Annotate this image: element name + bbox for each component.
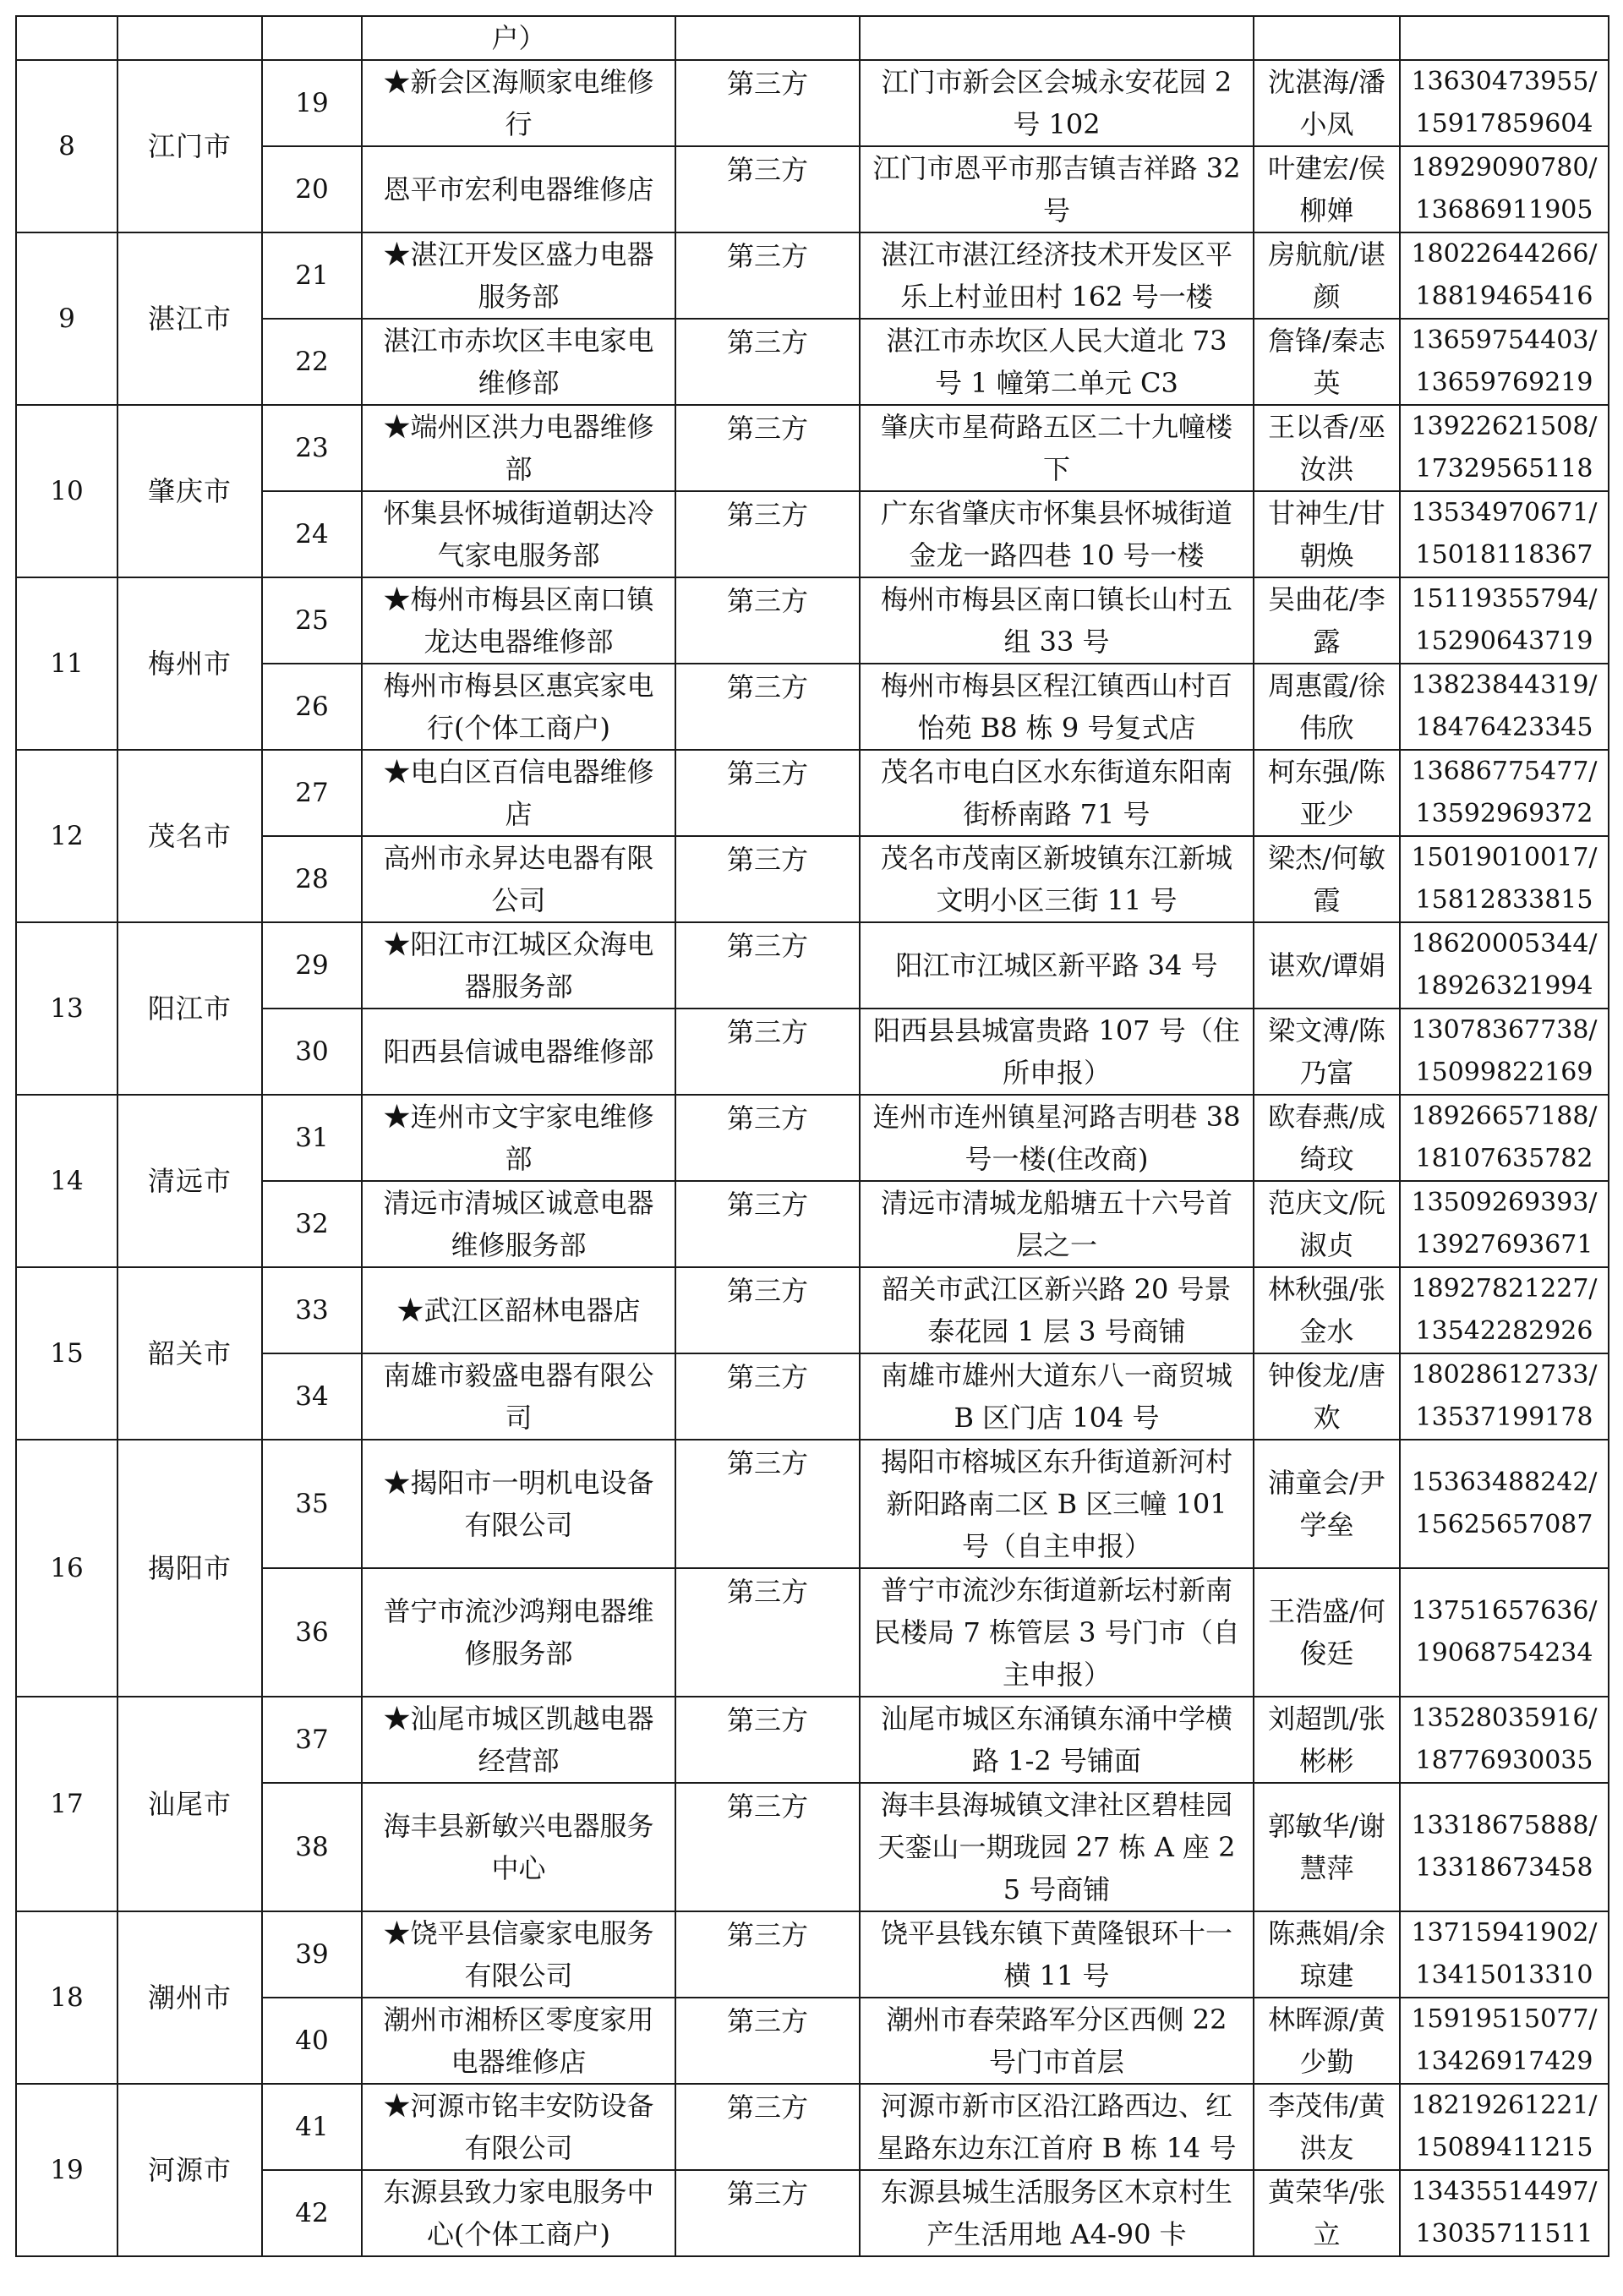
- phones-cell: 18929090780/13686911905: [1400, 146, 1609, 232]
- table-row: [16, 1095, 1609, 1181]
- address-cell: 东源县城生活服务区木京村生产生活用地 A4-90 卡: [860, 2170, 1254, 2256]
- phones-cell: 13922621508/17329565118: [1400, 405, 1609, 491]
- phones-cell: 15019010017/15812833815: [1400, 836, 1609, 922]
- sequence-cell: 39: [262, 1911, 362, 1998]
- provider-name-cell: 南雄市毅盛电器有限公司: [362, 1353, 675, 1440]
- provider-name-cell: ★连州市文宇家电维修部: [362, 1095, 675, 1181]
- sequence-cell: 20: [262, 146, 362, 232]
- address-cell: 肇庆市星荷路五区二十九幢楼下: [860, 405, 1254, 491]
- contacts-cell: 浦童会/尹学垒: [1254, 1440, 1400, 1568]
- contacts-cell: 柯东强/陈亚少: [1254, 750, 1400, 836]
- phones-cell: 13715941902/13415013310: [1400, 1911, 1609, 1998]
- contacts-cell: 房航航/谌颜: [1254, 232, 1400, 319]
- provider-type-cell: 第三方: [675, 577, 860, 664]
- city-name-cell: 河源市: [117, 2084, 262, 2256]
- contacts-cell: 叶建宏/侯柳婵: [1254, 146, 1400, 232]
- sequence-cell: 21: [262, 232, 362, 319]
- phones-cell: 15119355794/15290643719: [1400, 577, 1609, 664]
- city-name-cell: 肇庆市: [117, 405, 262, 577]
- provider-name-cell: ★揭阳市一明机电设备有限公司: [362, 1440, 675, 1568]
- provider-name-cell: ★电白区百信电器维修店: [362, 750, 675, 836]
- address-cell: 阳江市江城区新平路 34 号: [860, 922, 1254, 1009]
- address-cell: 江门市新会区会城永安花园 2 号 102: [860, 60, 1254, 146]
- sequence-cell: 35: [262, 1440, 362, 1568]
- table-row: [16, 1697, 1609, 1783]
- sequence-cell: 27: [262, 750, 362, 836]
- city-name-cell: 阳江市: [117, 922, 262, 1095]
- phones-cell: 13435514497/13035711511: [1400, 2170, 1609, 2256]
- provider-type-cell: 第三方: [675, 664, 860, 750]
- sequence-cell: 29: [262, 922, 362, 1009]
- fragment-seq-cell: [262, 16, 362, 60]
- address-cell: 江门市恩平市那吉镇吉祥路 32 号: [860, 146, 1254, 232]
- provider-type-cell: 第三方: [675, 1697, 860, 1783]
- region-number-cell: 18: [16, 1911, 117, 2084]
- city-name-cell: 韶关市: [117, 1267, 262, 1440]
- fragment-city-cell: [117, 16, 262, 60]
- city-name-cell: 揭阳市: [117, 1440, 262, 1697]
- region-number-cell: 9: [16, 232, 117, 405]
- city-name-cell: 汕尾市: [117, 1697, 262, 1911]
- contacts-cell: 王以香/巫汝洪: [1254, 405, 1400, 491]
- contacts-cell: 周惠霞/徐伟欣: [1254, 664, 1400, 750]
- phones-cell: 15363488242/15625657087: [1400, 1440, 1609, 1568]
- phones-cell: 18022644266/18819465416: [1400, 232, 1609, 319]
- phones-cell: 18219261221/15089411215: [1400, 2084, 1609, 2170]
- table-row-fragment: [16, 16, 1609, 60]
- address-cell: 阳西县县城富贵路 107 号（住所申报）: [860, 1009, 1254, 1095]
- phones-cell: 13528035916/18776930035: [1400, 1697, 1609, 1783]
- provider-type-cell: 第三方: [675, 146, 860, 232]
- sequence-cell: 25: [262, 577, 362, 664]
- address-cell: 饶平县钱东镇下黄隆银环十一横 11 号: [860, 1911, 1254, 1998]
- table-row: [16, 2084, 1609, 2170]
- contacts-cell: 欧春燕/成绮玟: [1254, 1095, 1400, 1181]
- phones-cell: 13509269393/13927693671: [1400, 1181, 1609, 1267]
- provider-name-cell: 恩平市宏利电器维修店: [362, 146, 675, 232]
- provider-name-cell: 梅州市梅县区惠宾家电行(个体工商户): [362, 664, 675, 750]
- address-cell: 湛江市赤坎区人民大道北 73 号 1 幢第二单元 C3: [860, 319, 1254, 405]
- phones-cell: 15919515077/13426917429: [1400, 1998, 1609, 2084]
- provider-name-cell: 潮州市湘桥区零度家用电器维修店: [362, 1998, 675, 2084]
- city-name-cell: 江门市: [117, 60, 262, 232]
- region-number-cell: 14: [16, 1095, 117, 1267]
- table-row: [16, 60, 1609, 146]
- fragment-contacts-cell: [1254, 16, 1400, 60]
- region-number-cell: 17: [16, 1697, 117, 1911]
- address-cell: 潮州市春荣路军分区西侧 22 号门市首层: [860, 1998, 1254, 2084]
- provider-type-cell: 第三方: [675, 1095, 860, 1181]
- sequence-cell: 24: [262, 491, 362, 577]
- provider-type-cell: 第三方: [675, 1568, 860, 1697]
- phones-cell: 18926657188/18107635782: [1400, 1095, 1609, 1181]
- table-row: [16, 922, 1609, 1009]
- table-row: [16, 750, 1609, 836]
- sequence-cell: 34: [262, 1353, 362, 1440]
- provider-type-cell: 第三方: [675, 2170, 860, 2256]
- provider-type-cell: 第三方: [675, 750, 860, 836]
- sequence-cell: 37: [262, 1697, 362, 1783]
- contacts-cell: 沈湛海/潘小凤: [1254, 60, 1400, 146]
- provider-name-cell: 海丰县新敏兴电器服务中心: [362, 1783, 675, 1911]
- provider-name-cell: 怀集县怀城街道朝达冷气家电服务部: [362, 491, 675, 577]
- table-row: [16, 405, 1609, 491]
- contacts-cell: 梁文溥/陈乃富: [1254, 1009, 1400, 1095]
- provider-name-cell: 阳西县信诚电器维修部: [362, 1009, 675, 1095]
- address-cell: 韶关市武江区新兴路 20 号景泰花园 1 层 3 号商铺: [860, 1267, 1254, 1353]
- contacts-cell: 吴曲花/李露: [1254, 577, 1400, 664]
- city-name-cell: 湛江市: [117, 232, 262, 405]
- contacts-cell: 林晖源/黄少勤: [1254, 1998, 1400, 2084]
- provider-type-cell: 第三方: [675, 836, 860, 922]
- provider-type-cell: 第三方: [675, 491, 860, 577]
- phones-cell: 13078367738/15099822169: [1400, 1009, 1609, 1095]
- provider-type-cell: 第三方: [675, 405, 860, 491]
- address-cell: 茂名市电白区水东街道东阳南街桥南路 71 号: [860, 750, 1254, 836]
- contacts-cell: 范庆文/阮淑贞: [1254, 1181, 1400, 1267]
- provider-name-cell: 高州市永昇达电器有限公司: [362, 836, 675, 922]
- fragment-no-cell: [16, 16, 117, 60]
- address-cell: 揭阳市榕城区东升街道新河村新阳路南二区 B 区三幢 101 号（自主申报）: [860, 1440, 1254, 1568]
- contacts-cell: 梁杰/何敏霞: [1254, 836, 1400, 922]
- provider-name-cell: ★湛江开发区盛力电器服务部: [362, 232, 675, 319]
- provider-name-cell: 湛江市赤坎区丰电家电维修部: [362, 319, 675, 405]
- contacts-cell: 李茂伟/黄洪友: [1254, 2084, 1400, 2170]
- sequence-cell: 42: [262, 2170, 362, 2256]
- phones-cell: 18028612733/13537199178: [1400, 1353, 1609, 1440]
- provider-type-cell: 第三方: [675, 1783, 860, 1911]
- contacts-cell: 王浩盛/何俊廷: [1254, 1568, 1400, 1697]
- provider-name-cell: ★端州区洪力电器维修部: [362, 405, 675, 491]
- city-name-cell: 清远市: [117, 1095, 262, 1267]
- table-row: [16, 577, 1609, 664]
- city-name-cell: 梅州市: [117, 577, 262, 750]
- address-cell: 茂名市茂南区新坡镇东江新城文明小区三街 11 号: [860, 836, 1254, 922]
- contacts-cell: 黄荣华/张立: [1254, 2170, 1400, 2256]
- address-cell: 梅州市梅县区南口镇长山村五组 33 号: [860, 577, 1254, 664]
- sequence-cell: 30: [262, 1009, 362, 1095]
- address-cell: 连州市连州镇星河路吉明巷 38 号一楼(住改商): [860, 1095, 1254, 1181]
- table-row: [16, 1911, 1609, 1998]
- sequence-cell: 28: [262, 836, 362, 922]
- provider-name-cell: ★饶平县信豪家电服务有限公司: [362, 1911, 675, 1998]
- address-cell: 广东省肇庆市怀集县怀城街道金龙一路四巷 10 号一楼: [860, 491, 1254, 577]
- address-cell: 海丰县海城镇文津社区碧桂园天銮山一期珑园 27 栋 A 座 25 号商铺: [860, 1783, 1254, 1911]
- sequence-cell: 33: [262, 1267, 362, 1353]
- table-row: [16, 1267, 1609, 1353]
- provider-type-cell: 第三方: [675, 922, 860, 1009]
- contacts-cell: 甘神生/甘朝焕: [1254, 491, 1400, 577]
- region-number-cell: 8: [16, 60, 117, 232]
- table-row: [16, 232, 1609, 319]
- phones-cell: 13823844319/18476423345: [1400, 664, 1609, 750]
- provider-type-cell: 第三方: [675, 1440, 860, 1568]
- provider-name-cell: 清远市清城区诚意电器维修服务部: [362, 1181, 675, 1267]
- provider-name-cell: 普宁市流沙鸿翔电器维修服务部: [362, 1568, 675, 1697]
- sequence-cell: 41: [262, 2084, 362, 2170]
- phones-cell: 13630473955/15917859604: [1400, 60, 1609, 146]
- provider-type-cell: 第三方: [675, 1911, 860, 1998]
- fragment-type-cell: [675, 16, 860, 60]
- address-cell: 汕尾市城区东涌镇东涌中学横路 1-2 号铺面: [860, 1697, 1254, 1783]
- provider-type-cell: 第三方: [675, 60, 860, 146]
- provider-name-cell: ★阳江市江城区众海电器服务部: [362, 922, 675, 1009]
- phones-cell: 13751657636/19068754234: [1400, 1568, 1609, 1697]
- provider-name-cell: ★汕尾市城区凯越电器经营部: [362, 1697, 675, 1783]
- sequence-cell: 32: [262, 1181, 362, 1267]
- sequence-cell: 19: [262, 60, 362, 146]
- phones-cell: 13686775477/13592969372: [1400, 750, 1609, 836]
- contacts-cell: 詹锋/秦志英: [1254, 319, 1400, 405]
- provider-type-cell: 第三方: [675, 1353, 860, 1440]
- region-number-cell: 13: [16, 922, 117, 1095]
- contacts-cell: 谌欢/谭娟: [1254, 922, 1400, 1009]
- city-name-cell: 潮州市: [117, 1911, 262, 2084]
- address-cell: 清远市清城龙船塘五十六号首层之一: [860, 1181, 1254, 1267]
- table-row: [16, 1440, 1609, 1568]
- sequence-cell: 22: [262, 319, 362, 405]
- address-cell: 南雄市雄州大道东八一商贸城 B 区门店 104 号: [860, 1353, 1254, 1440]
- region-number-cell: 11: [16, 577, 117, 750]
- address-cell: 普宁市流沙东街道新坛村新南民楼局 7 栋管层 3 号门市（自主申报）: [860, 1568, 1254, 1697]
- fragment-phones-cell: [1400, 16, 1609, 60]
- city-name-cell: 茂名市: [117, 750, 262, 922]
- provider-name-cell: 东源县致力家电服务中心(个体工商户): [362, 2170, 675, 2256]
- provider-type-cell: 第三方: [675, 2084, 860, 2170]
- sequence-cell: 23: [262, 405, 362, 491]
- provider-type-cell: 第三方: [675, 232, 860, 319]
- phones-cell: 13534970671/15018118367: [1400, 491, 1609, 577]
- provider-name-cell: ★武江区韶林电器店: [362, 1267, 675, 1353]
- sequence-cell: 26: [262, 664, 362, 750]
- region-number-cell: 15: [16, 1267, 117, 1440]
- provider-type-cell: 第三方: [675, 319, 860, 405]
- provider-name-cell: ★新会区海顺家电维修行: [362, 60, 675, 146]
- phones-cell: 18620005344/18926321994: [1400, 922, 1609, 1009]
- fragment-address-cell: [860, 16, 1254, 60]
- provider-type-cell: 第三方: [675, 1267, 860, 1353]
- provider-type-cell: 第三方: [675, 1181, 860, 1267]
- region-number-cell: 10: [16, 405, 117, 577]
- sequence-cell: 36: [262, 1568, 362, 1697]
- phones-cell: 13659754403/13659769219: [1400, 319, 1609, 405]
- address-cell: 梅州市梅县区程江镇西山村百怡苑 B8 栋 9 号复式店: [860, 664, 1254, 750]
- contacts-cell: 郭敏华/谢慧萍: [1254, 1783, 1400, 1911]
- address-cell: 河源市新市区沿江路西边、红星路东边东江首府 B 栋 14 号: [860, 2084, 1254, 2170]
- address-cell: 湛江市湛江经济技术开发区平乐上村並田村 162 号一楼: [860, 232, 1254, 319]
- sequence-cell: 40: [262, 1998, 362, 2084]
- sequence-cell: 31: [262, 1095, 362, 1181]
- contacts-cell: 刘超凯/张彬彬: [1254, 1697, 1400, 1783]
- contacts-cell: 林秋强/张金水: [1254, 1267, 1400, 1353]
- service-provider-table: [15, 15, 1609, 2257]
- contacts-cell: 陈燕娟/余琼建: [1254, 1911, 1400, 1998]
- provider-name-cell: ★河源市铭丰安防设备有限公司: [362, 2084, 675, 2170]
- provider-type-cell: 第三方: [675, 1998, 860, 2084]
- region-number-cell: 12: [16, 750, 117, 922]
- phones-cell: 18927821227/13542282926: [1400, 1267, 1609, 1353]
- contacts-cell: 钟俊龙/唐欢: [1254, 1353, 1400, 1440]
- sequence-cell: 38: [262, 1783, 362, 1911]
- provider-type-cell: 第三方: [675, 1009, 860, 1095]
- region-number-cell: 16: [16, 1440, 117, 1697]
- region-number-cell: 19: [16, 2084, 117, 2256]
- fragment-name-cell: 户）: [362, 16, 675, 60]
- provider-name-cell: ★梅州市梅县区南口镇龙达电器维修部: [362, 577, 675, 664]
- phones-cell: 13318675888/13318673458: [1400, 1783, 1609, 1911]
